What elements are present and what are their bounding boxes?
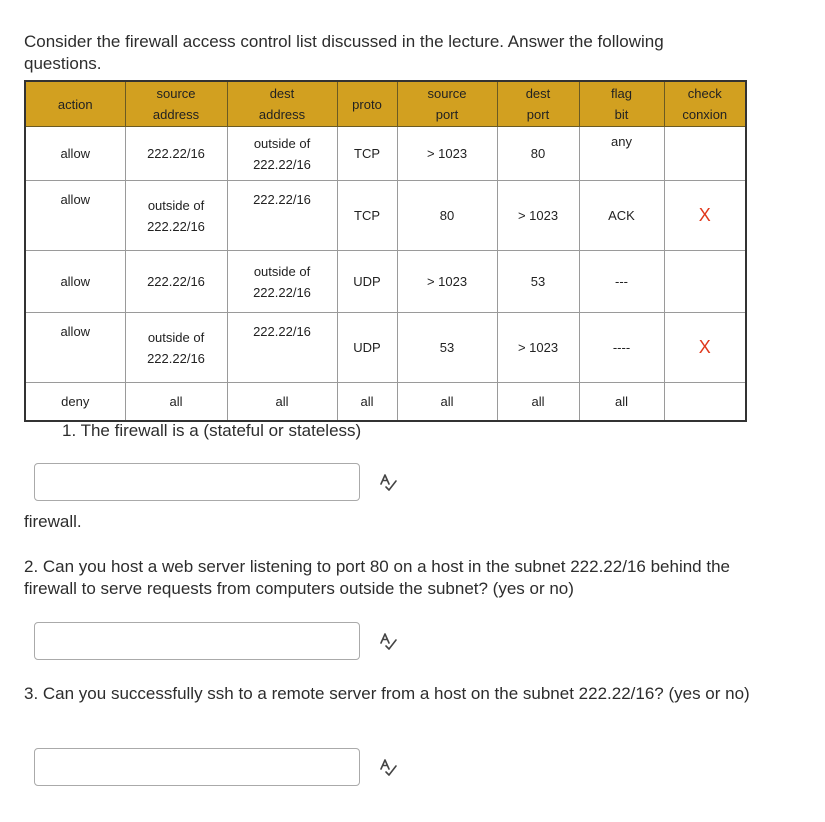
header-flag-bit: flag bit bbox=[579, 81, 664, 127]
cell-source-address: outside of 222.22/16 bbox=[125, 313, 227, 383]
table-header-row bbox=[25, 81, 746, 127]
header-source-port: source port bbox=[397, 81, 497, 127]
spellcheck-icon[interactable] bbox=[378, 757, 398, 777]
cell-check-conxion bbox=[664, 127, 746, 181]
cell-flag-bit: ---- bbox=[579, 313, 664, 383]
question-1-suffix: firewall. bbox=[24, 512, 82, 531]
cell-dest-port: all bbox=[497, 383, 579, 422]
acl-table bbox=[24, 80, 747, 422]
header-check-conxion: check conxion bbox=[664, 81, 746, 127]
cell-dest-port: > 1023 bbox=[497, 181, 579, 251]
cell-dest-port: 80 bbox=[497, 127, 579, 181]
spellcheck-icon[interactable] bbox=[378, 631, 398, 651]
header-dest-address: dest address bbox=[227, 81, 337, 127]
cell-proto: TCP bbox=[337, 181, 397, 251]
header-proto: proto bbox=[337, 81, 397, 127]
table-row bbox=[25, 251, 746, 313]
cell-source-address: outside of 222.22/16 bbox=[125, 181, 227, 251]
cell-action: allow bbox=[25, 127, 125, 181]
answer-3-input[interactable] bbox=[34, 748, 360, 786]
cell-source-address: 222.22/16 bbox=[125, 127, 227, 181]
spellcheck-icon[interactable] bbox=[378, 472, 398, 492]
cell-dest-address: outside of 222.22/16 bbox=[227, 127, 337, 181]
cell-dest-address: outside of 222.22/16 bbox=[227, 251, 337, 313]
question-1: 1. The firewall is a (stateful or stateless) bbox=[62, 421, 362, 440]
cell-action: allow bbox=[25, 251, 125, 313]
cell-dest-address: 222.22/16 bbox=[227, 313, 337, 383]
table-row bbox=[25, 127, 746, 181]
cell-check-conxion bbox=[664, 383, 746, 422]
header-dest-port: dest port bbox=[497, 81, 579, 127]
cell-source-port: > 1023 bbox=[397, 127, 497, 181]
cell-flag-bit: all bbox=[579, 383, 664, 422]
cell-source-port: 80 bbox=[397, 181, 497, 251]
answer-2-input[interactable] bbox=[34, 622, 360, 660]
cell-flag-bit: any bbox=[579, 127, 664, 181]
cell-flag-bit: --- bbox=[579, 251, 664, 313]
cell-proto: UDP bbox=[337, 251, 397, 313]
cell-check-conxion: X bbox=[664, 313, 746, 383]
table-row bbox=[25, 313, 746, 383]
cell-dest-port: > 1023 bbox=[497, 313, 579, 383]
cell-check-conxion: X bbox=[664, 181, 746, 251]
cell-dest-address: 222.22/16 bbox=[227, 181, 337, 251]
table-row bbox=[25, 181, 746, 251]
cell-action: allow bbox=[25, 313, 125, 383]
cell-action: deny bbox=[25, 383, 125, 422]
header-source-address: source address bbox=[125, 81, 227, 127]
question-3: 3. Can you successfully ssh to a remote server from a host on the subnet 222.22/16? (yes or no) bbox=[24, 684, 750, 703]
intro-text: Consider the firewall access control list discussed in the lecture. Answer the following questions. bbox=[24, 32, 664, 73]
cell-source-port: 53 bbox=[397, 313, 497, 383]
cell-source-address: 222.22/16 bbox=[125, 251, 227, 313]
question-2: 2. Can you host a web server listening to port 80 on a host in the subnet 222.22/16 behind the firewall to serve requests from computers outside the subnet? (yes or no) bbox=[24, 557, 730, 598]
cell-action: allow bbox=[25, 181, 125, 251]
cell-proto: UDP bbox=[337, 313, 397, 383]
cell-proto: TCP bbox=[337, 127, 397, 181]
header-action: action bbox=[25, 81, 125, 127]
cell-source-port: all bbox=[397, 383, 497, 422]
cell-proto: all bbox=[337, 383, 397, 422]
cell-source-address: all bbox=[125, 383, 227, 422]
table-row bbox=[25, 383, 746, 422]
answer-1-input[interactable] bbox=[34, 463, 360, 501]
cell-dest-port: 53 bbox=[497, 251, 579, 313]
cell-flag-bit: ACK bbox=[579, 181, 664, 251]
cell-source-port: > 1023 bbox=[397, 251, 497, 313]
cell-check-conxion bbox=[664, 251, 746, 313]
cell-dest-address: all bbox=[227, 383, 337, 422]
